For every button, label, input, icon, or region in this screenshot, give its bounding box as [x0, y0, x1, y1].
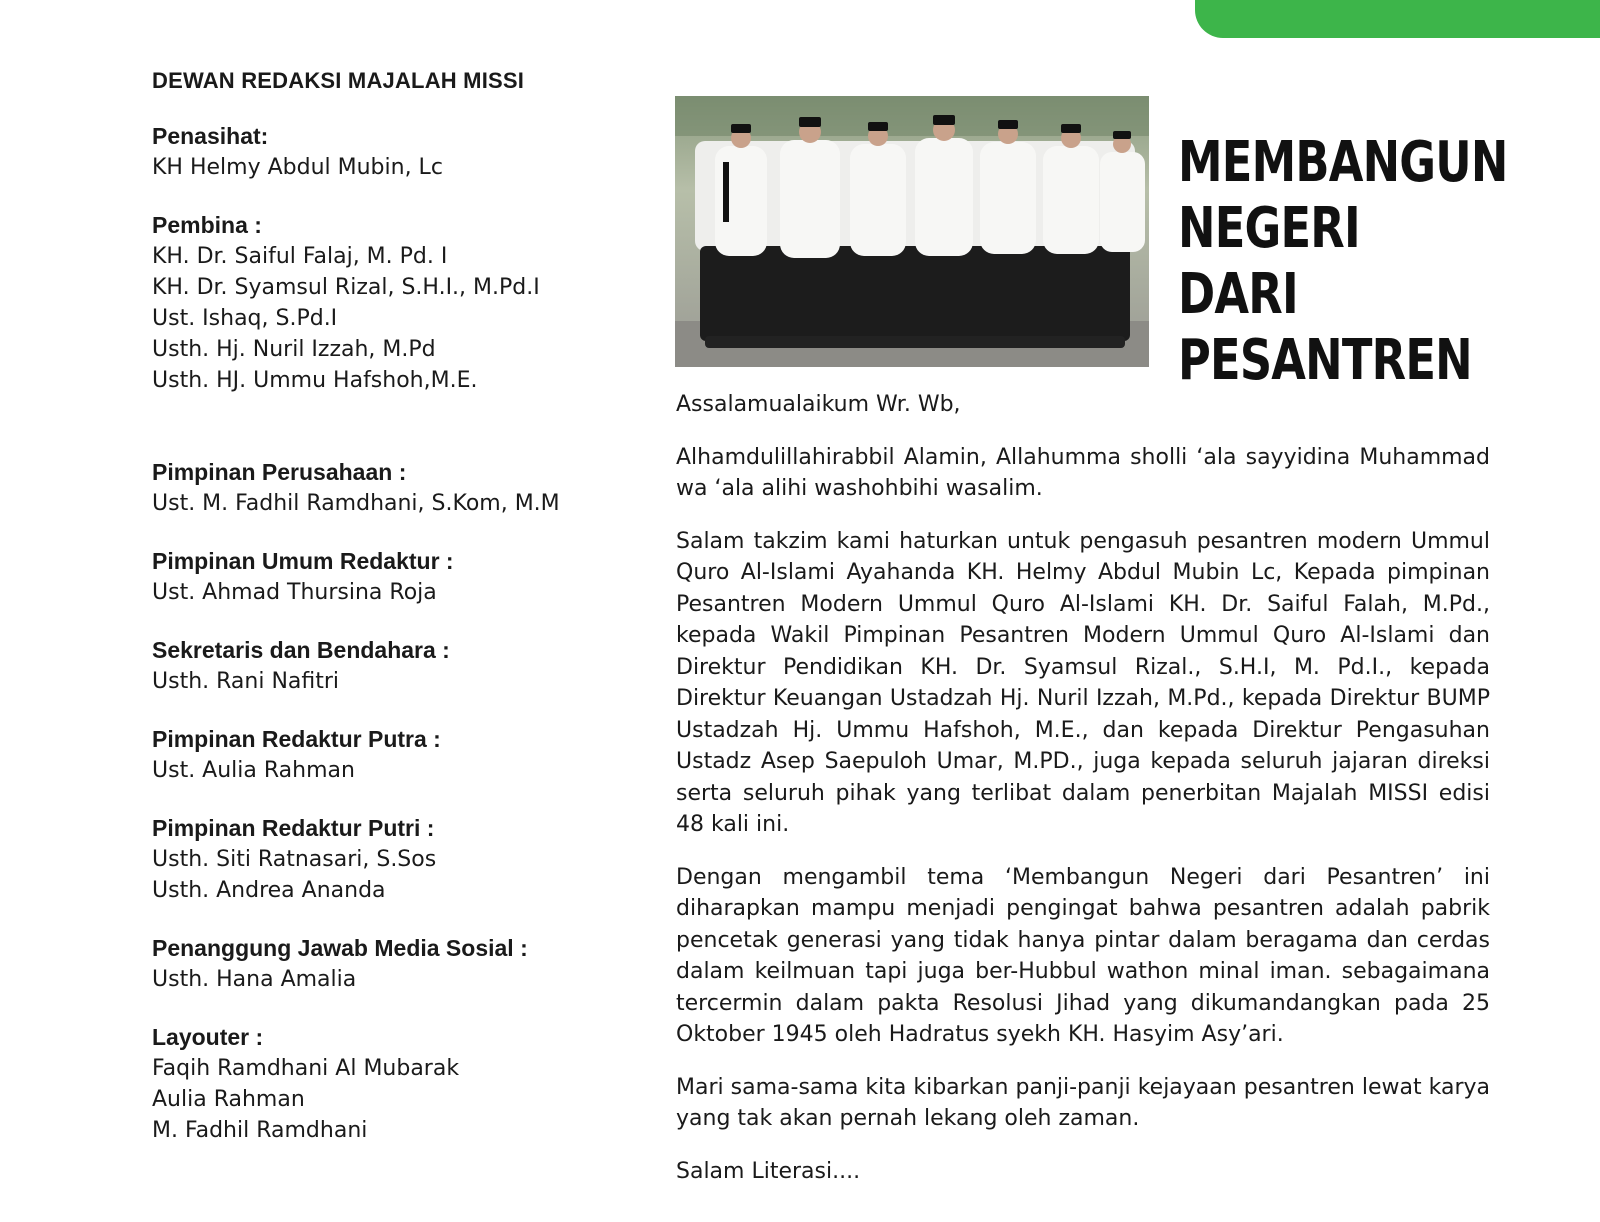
- article-paragraph: Mari sama-sama kita kibarkan panji-panji kejayaan pesantren lewat karya yang tak akan pernah lekang oleh zaman.: [676, 1074, 1490, 1131]
- role-label: Pimpinan Redaktur Putra :: [152, 726, 441, 752]
- role-label: Penasihat:: [152, 123, 269, 149]
- role-label: Pimpinan Redaktur Putri :: [152, 815, 435, 841]
- role-sekretaris-bendahara: [152, 635, 622, 697]
- role-label: Pimpinan Perusahaan :: [152, 459, 407, 485]
- role-name: KH. Dr. Saiful Falaj, M. Pd. I: [152, 244, 448, 269]
- role-name: Usth. Rani Nafitri: [152, 669, 340, 694]
- role-pembina: [152, 210, 622, 396]
- role-name: KH. Dr. Syamsul Rizal, S.H.I., M.Pd.I: [152, 275, 540, 300]
- role-name: Faqih Ramdhani Al Mubarak: [152, 1056, 460, 1081]
- article-paragraph: Salam takzim kami haturkan untuk pengasuh pesantren modern Ummul Quro Al-Islami Ayahanda KH. Helmy Abdul Mubin Lc, Kepada pimpinan Pesantren Modern Ummul Quro Al-Islami KH. Dr. Saiful Falah, M.Pd., kepada Wakil Pimpinan Pesantren Modern Ummul Quro Al-Islami dan Direktur Pendidikan KH. Dr. Syamsul Rizal., S.H.I, M. Pd.I., kepada Direktur Keuangan Ustadzah Hj. Nuril Izzah, M.Pd., kepada Direktur BUMP Ustadzah Hj. Ummu Hafshoh, M.E., dan kepada Direktur Pengasuhan Ustadz Asep Saepuloh Umar, M.PD., juga kepada seluruh jajaran direksi serta seluruh pihak yang terlibat dalam penerbitan Majalah MISSI edisi 48 kali ini.: [676, 528, 1490, 837]
- headline: MEMBANGUN NEGERI DARI PESANTREN: [1178, 130, 1508, 393]
- role-pimpinan-umum-redaktur: [152, 546, 622, 608]
- role-redaktur-putra: [152, 724, 622, 786]
- role-name: Ust. Ahmad Thursina Roja: [152, 580, 437, 605]
- role-penasihat: [152, 121, 622, 183]
- tie: [723, 162, 729, 222]
- role-name: Ust. Ishaq, S.Pd.I: [152, 306, 338, 331]
- role-redaktur-putri: [152, 813, 622, 906]
- role-label: Pimpinan Umum Redaktur :: [152, 548, 454, 574]
- role-media-sosial: [152, 933, 622, 995]
- role-label: Layouter :: [152, 1024, 264, 1050]
- editorial-article: [676, 389, 1490, 1208]
- role-layouter: [152, 1022, 622, 1146]
- role-name: Usth. Andrea Ananda: [152, 878, 386, 903]
- role-pimpinan-perusahaan: [152, 457, 622, 519]
- role-label: Penanggung Jawab Media Sosial :: [152, 935, 528, 961]
- article-paragraph: Alhamdulillahirabbil Alamin, Allahumma sholli ‘ala sayyidina Muhammad wa ‘ala alihi washohbihi wasalim.: [676, 444, 1490, 501]
- green-corner-tab: [1195, 0, 1600, 38]
- role-name: KH Helmy Abdul Mubin, Lc: [152, 155, 443, 180]
- role-name: Ust. M. Fadhil Ramdhani, S.Kom, M.M: [152, 491, 560, 516]
- article-greeting: Assalamualaikum Wr. Wb,: [676, 392, 961, 417]
- masthead-title: DEWAN REDAKSI MAJALAH MISSI: [152, 68, 525, 93]
- marching-students-photo: [675, 96, 1149, 367]
- article-closing: Salam Literasi....: [676, 1158, 861, 1184]
- role-name: Usth. Hana Amalia: [152, 967, 357, 992]
- role-name: Aulia Rahman: [152, 1087, 305, 1112]
- role-name: Usth. HJ. Ummu Hafshoh,M.E.: [152, 368, 478, 393]
- role-label: Sekretaris dan Bendahara :: [152, 637, 450, 663]
- masthead-column: [152, 68, 622, 1173]
- role-name: Usth. Hj. Nuril Izzah, M.Pd: [152, 337, 436, 362]
- role-name: Ust. Aulia Rahman: [152, 758, 355, 783]
- role-label: Pembina :: [152, 212, 262, 238]
- role-name: M. Fadhil Ramdhani: [152, 1118, 368, 1143]
- role-name: Usth. Siti Ratnasari, S.Sos: [152, 847, 437, 872]
- article-paragraph: Dengan mengambil tema ‘Membangun Negeri dari Pesantren’ ini diharapkan mampu menjadi pengingat bahwa pesantren adalah pabrik pencetak generasi yang tidak hanya pintar dalam beragama dan cerdas dalam keilmuan tapi juga ber-Hubbul wathon minal iman. sebagaimana tercermin dalam pakta Resolusi Jihad yang dikumandangkan pada 25 Oktober 1945 oleh Hadratus syekh KH. Hasyim Asy’ari.: [676, 864, 1490, 1047]
